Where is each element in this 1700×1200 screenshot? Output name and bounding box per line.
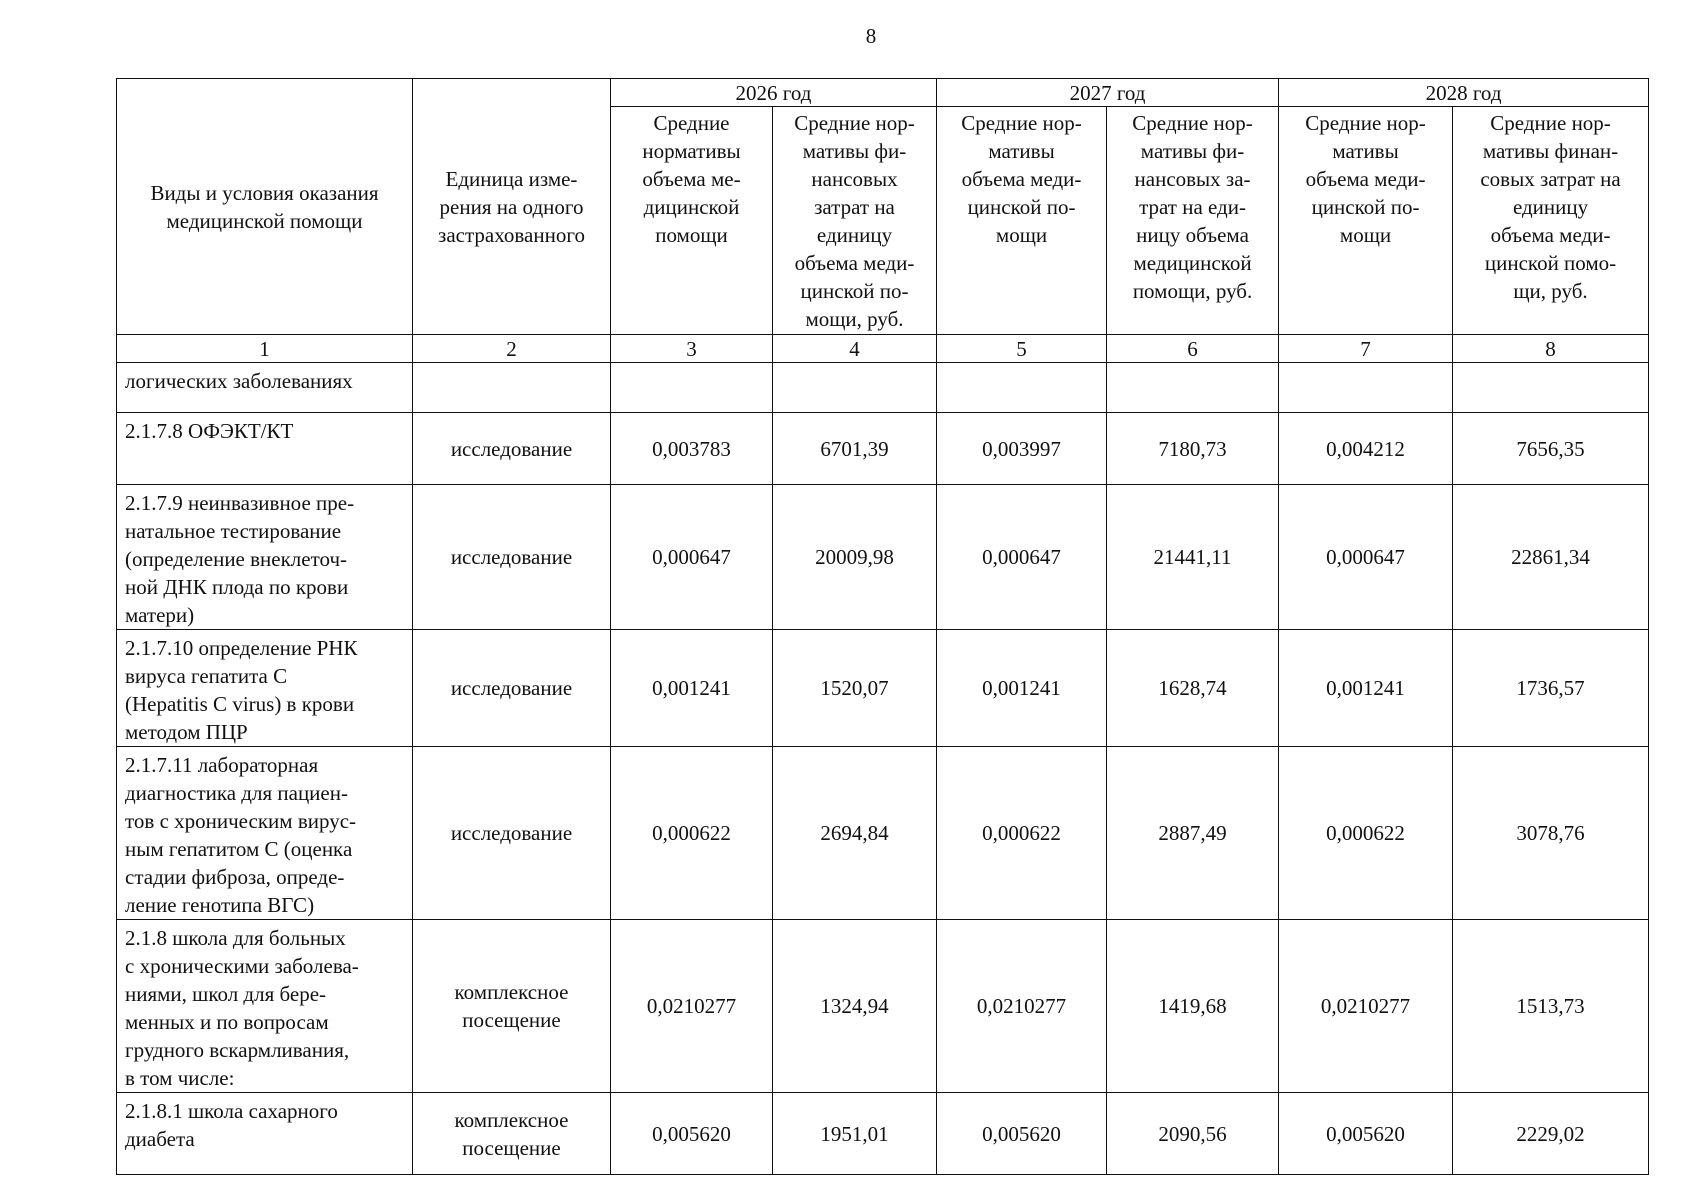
header-cost-2026: Средние нор- мативы фи- нансовых затрат на единицу объема меди- цинской по- мощи, руб. (773, 107, 937, 335)
column-number: 7 (1279, 335, 1453, 363)
row-value: 0,001241 (611, 630, 773, 747)
row-value (937, 363, 1107, 413)
header-cost-2027: Средние нор- мативы фи- нансовых за- трат на еди- ницу объема медицинской помощи, руб. (1107, 107, 1279, 335)
page-number: 8 (865, 24, 877, 48)
table-row (117, 747, 1649, 920)
row-unit (413, 363, 611, 413)
row-value (773, 363, 937, 413)
row-value: 0,005620 (937, 1093, 1107, 1175)
row-service-name: 2.1.7.9 неинвазивное пре- натальное тестирование (определение внеклеточ- ной ДНК плода по крови матери) (117, 485, 413, 630)
column-number: 6 (1107, 335, 1279, 363)
row-value: 6701,39 (773, 413, 937, 485)
row-unit: комплексное посещение (413, 1093, 611, 1175)
row-unit: исследование (413, 413, 611, 485)
table-row (117, 630, 1649, 747)
row-service-name: 2.1.7.8 ОФЭКТ/КТ (117, 413, 413, 485)
header-cost-2028: Средние нор- мативы финан- совых затрат на единицу объема меди- цинской помо- щи, руб. (1453, 107, 1649, 335)
header-services: Виды и условия оказания медицинской помощи (117, 79, 413, 335)
row-value: 3078,76 (1453, 747, 1649, 920)
header-year-2027: 2027 год (937, 79, 1279, 107)
row-value: 0,000647 (1279, 485, 1453, 630)
norms-table (116, 78, 1649, 1175)
row-value: 1951,01 (773, 1093, 937, 1175)
row-value: 7656,35 (1453, 413, 1649, 485)
table-row (117, 920, 1649, 1093)
row-value: 0,000647 (937, 485, 1107, 630)
row-value: 2090,56 (1107, 1093, 1279, 1175)
table-row (117, 363, 1649, 413)
row-value: 20009,98 (773, 485, 937, 630)
row-unit: исследование (413, 630, 611, 747)
row-value (1279, 363, 1453, 413)
column-number: 8 (1453, 335, 1649, 363)
row-value: 1628,74 (1107, 630, 1279, 747)
row-service-name: 2.1.8 школа для больных с хроническими заболева- ниями, школ для бере- менных и по вопросам грудного вскармливания, в том числе: (117, 920, 413, 1093)
row-value: 7180,73 (1107, 413, 1279, 485)
row-service-name: 2.1.8.1 школа сахарного диабета (117, 1093, 413, 1175)
row-value: 21441,11 (1107, 485, 1279, 630)
row-value: 0,0210277 (611, 920, 773, 1093)
header-year-2028: 2028 год (1279, 79, 1649, 107)
row-unit: исследование (413, 485, 611, 630)
row-value: 2887,49 (1107, 747, 1279, 920)
row-unit: исследование (413, 747, 611, 920)
row-service-name: 2.1.7.10 определение РНК вируса гепатита С (Hepatitis C virus) в крови методом ПЦР (117, 630, 413, 747)
column-number: 5 (937, 335, 1107, 363)
row-value (1107, 363, 1279, 413)
column-number: 2 (413, 335, 611, 363)
column-number: 3 (611, 335, 773, 363)
row-value: 0,000622 (611, 747, 773, 920)
row-value: 2694,84 (773, 747, 937, 920)
header-unit: Единица изме- рения на одного застрахованного (413, 79, 611, 335)
header-volume-2027: Средние нор- мативы объема меди- цинской по- мощи (937, 107, 1107, 335)
table-row (117, 485, 1649, 630)
column-number: 1 (117, 335, 413, 363)
row-unit: комплексное посещение (413, 920, 611, 1093)
column-number: 4 (773, 335, 937, 363)
row-value: 0,003783 (611, 413, 773, 485)
row-value (611, 363, 773, 413)
row-value (1453, 363, 1649, 413)
row-value: 0,000622 (1279, 747, 1453, 920)
row-value: 0,005620 (611, 1093, 773, 1175)
row-value: 0,005620 (1279, 1093, 1453, 1175)
row-value: 0,001241 (937, 630, 1107, 747)
row-value: 1324,94 (773, 920, 937, 1093)
row-value: 1419,68 (1107, 920, 1279, 1093)
header-volume-2026: Средние нормативы объема ме- дицинской помощи (611, 107, 773, 335)
table-row (117, 1093, 1649, 1175)
row-service-name: логических заболеваниях (117, 363, 413, 413)
header-year-2026: 2026 год (611, 79, 937, 107)
row-value: 0,004212 (1279, 413, 1453, 485)
row-value: 0,003997 (937, 413, 1107, 485)
row-value: 1513,73 (1453, 920, 1649, 1093)
row-value: 1520,07 (773, 630, 937, 747)
column-number-row (117, 335, 1649, 363)
row-value: 0,000622 (937, 747, 1107, 920)
row-value: 0,001241 (1279, 630, 1453, 747)
row-value: 1736,57 (1453, 630, 1649, 747)
row-service-name: 2.1.7.11 лабораторная диагностика для пациен- тов с хроническим вирус- ным гепатитом С (оценка стадии фиброза, опреде- ление генотипа ВГС) (117, 747, 413, 920)
header-row-years (117, 79, 1649, 107)
row-value: 22861,34 (1453, 485, 1649, 630)
table-row (117, 413, 1649, 485)
header-volume-2028: Средние нор- мативы объема меди- цинской по- мощи (1279, 107, 1453, 335)
row-value: 0,000647 (611, 485, 773, 630)
row-value: 0,0210277 (937, 920, 1107, 1093)
row-value: 2229,02 (1453, 1093, 1649, 1175)
row-value: 0,0210277 (1279, 920, 1453, 1093)
